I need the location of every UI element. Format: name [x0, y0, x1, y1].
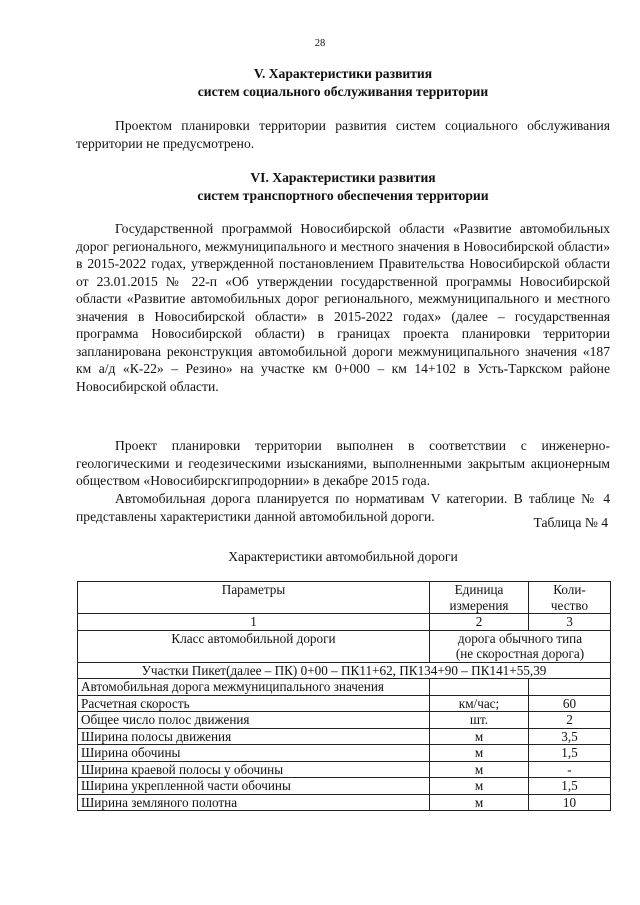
row-value: 60	[529, 695, 611, 712]
row-value: -	[529, 761, 611, 778]
table-row	[78, 695, 611, 712]
header-unit-line1: Единица	[454, 582, 504, 597]
row-value: 1,5	[529, 778, 611, 795]
page-number: 28	[314, 38, 326, 49]
table-row	[78, 778, 611, 795]
row-param: Ширина полосы движения	[78, 728, 430, 745]
header-quantity-line2: чество	[550, 597, 589, 613]
table-header-row	[78, 582, 611, 614]
table-row	[78, 728, 611, 745]
section-6-title	[60, 169, 626, 205]
road-characteristics-table	[77, 581, 611, 811]
table-row	[78, 712, 611, 729]
table-index-row	[78, 614, 611, 631]
row-value: 10	[529, 794, 611, 811]
row-param: Общее число полос движения	[78, 712, 430, 729]
class-value	[430, 630, 611, 662]
row-unit: м	[430, 728, 529, 745]
table-row	[78, 761, 611, 778]
header-quantity	[529, 582, 611, 614]
row-unit: км/час;	[430, 695, 529, 712]
section-6-paragraph-1: Государственной программой Новосибирской области «Развитие автомобильных дорог регионального, межмуниципального и местного значения в Новосибирской области» в 2015-2022 годах, утвержденной постановлением Правительства Новосибирской области от 23.01.2015 № 22-п «Об утверждении государственной программы Новосибирской области «Развитие автомобильных дорог регионального, межмуниципального и местного значения в Новосибирской области» в 2015-2022 годах» (далее – государственная программа Новосибирской области) в границах проекта планировки территории запланирована реконструкция автомобильной дороги межмуниципального значения «187 км а/д «К-22» – Резино» на участке км 0+000 – км 14+102 в Усть-Таркском районе Новосибирской области.	[76, 221, 610, 394]
table-class-row	[78, 630, 611, 662]
table-caption: Характеристики автомобильной дороги	[228, 549, 458, 564]
row-value: 3,5	[529, 728, 611, 745]
row-unit: шт.	[430, 712, 529, 729]
index-cell-1: 1	[78, 614, 430, 631]
header-parameters: Параметры	[78, 582, 430, 614]
table-number-label: Таблица № 4	[533, 515, 608, 530]
index-cell-2: 2	[430, 614, 529, 631]
group-empty-cell	[529, 679, 611, 696]
class-value-line2: (не скоростная дорога)	[455, 646, 585, 661]
row-value: 2	[529, 712, 611, 729]
row-unit: м	[430, 745, 529, 762]
row-param: Расчетная скорость	[78, 695, 430, 712]
header-unit-line2: измерения	[449, 597, 509, 613]
segments-cell: Участки Пикет(далее – ПК) 0+00 – ПК11+62, ПК134+90 – ПК141+55,39	[78, 662, 611, 679]
row-unit: м	[430, 778, 529, 795]
section-6-paragraph-2: Проект планировки территории выполнен в соответствии с инженерно-геологическими и геодезическими изысканиями, выполненными закрытым акционерным обществом «Новосибирскгипродорнии» в декабре 2015 года.	[76, 438, 610, 488]
header-quantity-line1: Коли-	[553, 582, 586, 597]
row-unit: м	[430, 761, 529, 778]
section-6-paragraph-3: Автомобильная дорога планируется по нормативам V категории. В таблице № 4 представлены характеристики данной автомобильной дороги.	[76, 491, 610, 524]
row-param: Ширина обочины	[78, 745, 430, 762]
header-unit	[430, 582, 529, 614]
row-value: 1,5	[529, 745, 611, 762]
section-6-title-line2: систем транспортного обеспечения территории	[197, 188, 489, 203]
table-segments-row	[78, 662, 611, 679]
class-label: Класс автомобильной дороги	[78, 630, 430, 662]
row-param: Ширина укрепленной части обочины	[78, 778, 430, 795]
group-empty-cell	[430, 679, 529, 696]
section-5-title	[60, 65, 626, 101]
section-6-title-line1: VI. Характеристики развития	[250, 170, 436, 185]
section-5-paragraph: Проектом планировки территории развития систем социального обслуживания территории не предусмотрено.	[76, 118, 610, 151]
table-row	[78, 794, 611, 811]
group-cell: Автомобильная дорога межмуниципального значения	[78, 679, 430, 696]
class-value-line1: дорога обычного типа	[457, 630, 583, 646]
section-5-title-line1: V. Характеристики развития	[253, 66, 433, 81]
table-group-row	[78, 679, 611, 696]
section-5-title-line2: систем социального обслуживания территории	[197, 84, 489, 99]
table-row	[78, 745, 611, 762]
row-unit: м	[430, 794, 529, 811]
row-param: Ширина краевой полосы у обочины	[78, 761, 430, 778]
index-cell-3: 3	[529, 614, 611, 631]
row-param: Ширина земляного полотна	[78, 794, 430, 811]
